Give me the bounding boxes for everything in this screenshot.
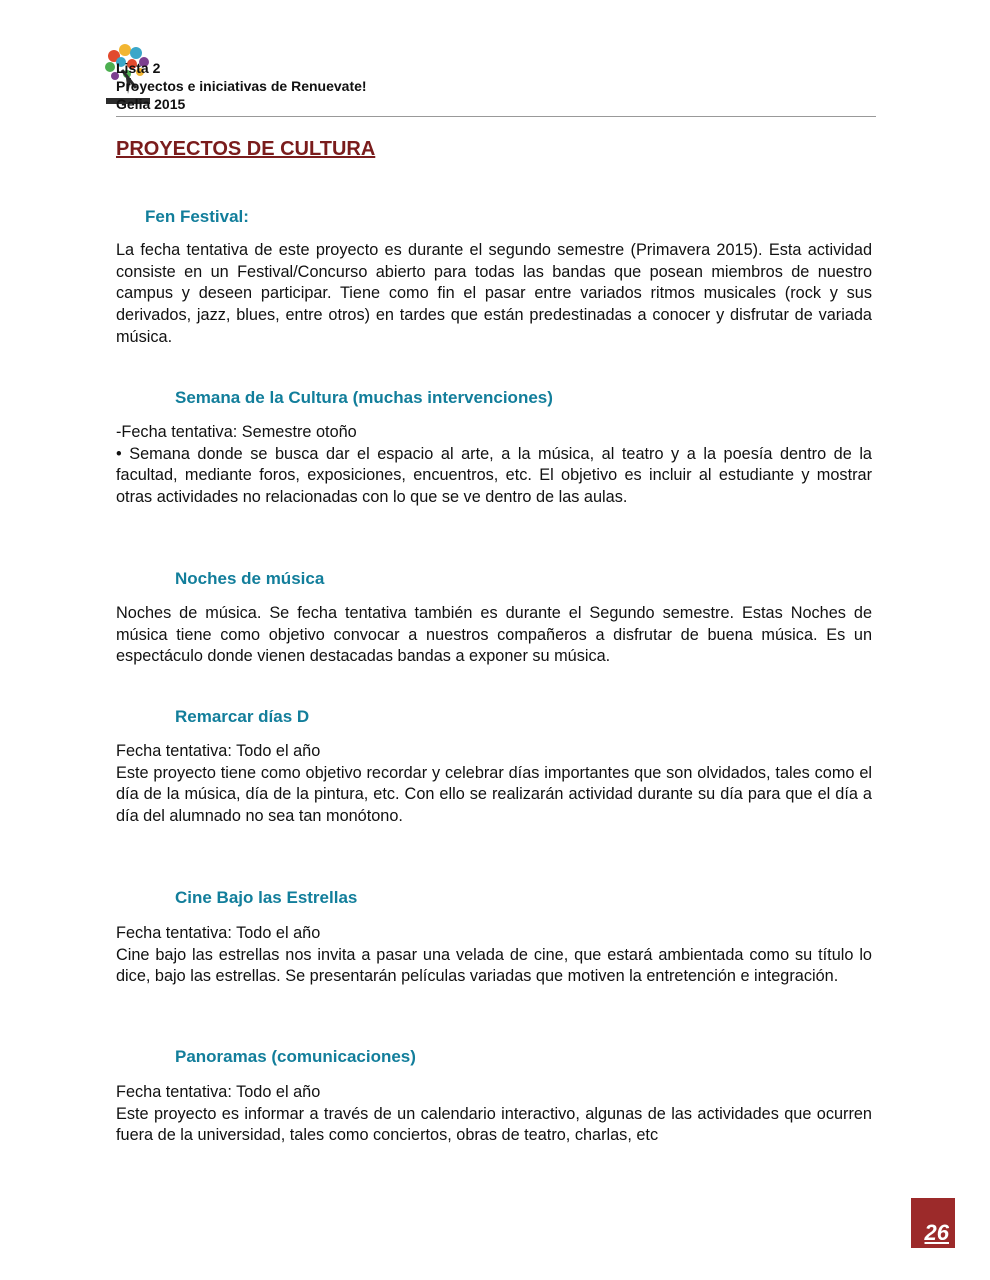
- section-heading-noches-musica: Noches de música: [175, 569, 325, 588]
- paragraph-text: Cine bajo las estrellas nos invita a pasar una velada de cine, que estará ambientada como su título lo dice, bajo las estrellas. Se presentarán películas variadas que motiven la entretención e integración.: [116, 945, 872, 986]
- paragraph-text: Este proyecto es informar a través de un calendario interactivo, algunas de las actividades que ocurren fuera de la universidad, tales como conciertos, obras de teatro, charlas, etc: [116, 1104, 872, 1145]
- page-number-badge: [911, 1198, 955, 1248]
- paragraph-text: Este proyecto tiene como objetivo recordar y celebrar días importantes que son olvidados, tales como el día de la música, día de la pintura, etc. Con ello se realizarán actividad durante su día para que el día a día del alumnado no sea tan monótono.: [116, 763, 872, 826]
- paragraph-text: Fecha tentativa: Todo el año: [116, 742, 321, 760]
- section-body-fen-festival: [116, 240, 872, 349]
- paragraph-text: • Semana donde se busca dar el espacio al arte, a la música, al teatro y a la poesía dentro de la facultad, mediante foros, exposiciones, encuentros, etc. El objetivo es incluir al estudiante y mostrar otras actividades no relacionadas con lo que se ve dentro de las aulas.: [116, 444, 872, 507]
- paragraph-text: La fecha tentativa de este proyecto es durante el segundo semestre (Primavera 2015). Esta actividad consiste en un Festival/Concurso abierto para todas las bandas que posean miembros de nuestro campus y deseen participar. Tiene como fin el pasar entre variados ritmos musicales (rock y sus derivados, jazz, blues, entre otros) en tardes que están predestinadas a conocer y disfrutar de variada música.: [116, 241, 872, 346]
- section-body-remarcar-dias: [116, 741, 872, 828]
- section-body-noches-musica: [116, 603, 872, 668]
- paragraph-text: Fecha tentativa: Todo el año: [116, 1083, 321, 1101]
- paragraph-text: -Fecha tentativa: Semestre otoño: [116, 423, 357, 441]
- section-heading-cine-estrellas: Cine Bajo las Estrellas: [175, 888, 358, 907]
- section-body-semana-cultura: [116, 422, 872, 509]
- page-title: PROYECTOS DE CULTURA: [116, 138, 376, 160]
- section-body-cine-estrellas: [116, 923, 872, 988]
- section-heading-panoramas: Panoramas (comunicaciones): [175, 1047, 416, 1066]
- paragraph-text: Noches de música. Se fecha tentativa también es durante el Segundo semestre. Estas Noches de música tiene como objetivo convocar a nuestros compañeros a disfrutar de buena música. Es un espectáculo donde vienen destacadas bandas a exponer su música.: [116, 604, 872, 666]
- header-divider: [116, 116, 876, 117]
- header-line-1: Lista 2: [116, 60, 161, 76]
- paragraph-text: Fecha tentativa: Todo el año: [116, 924, 321, 942]
- header-line-2: Proyectos e iniciativas de Renuevate!: [116, 78, 367, 94]
- section-body-panoramas: [116, 1082, 872, 1147]
- page-number: 26: [924, 1220, 949, 1245]
- section-heading-fen-festival: Fen Festival:: [145, 207, 249, 226]
- section-heading-semana-cultura: Semana de la Cultura (muchas intervenciones): [175, 388, 553, 407]
- document-header: [116, 59, 367, 113]
- header-line-3: Gelia 2015: [116, 96, 186, 112]
- section-heading-remarcar-dias: Remarcar días D: [175, 707, 310, 726]
